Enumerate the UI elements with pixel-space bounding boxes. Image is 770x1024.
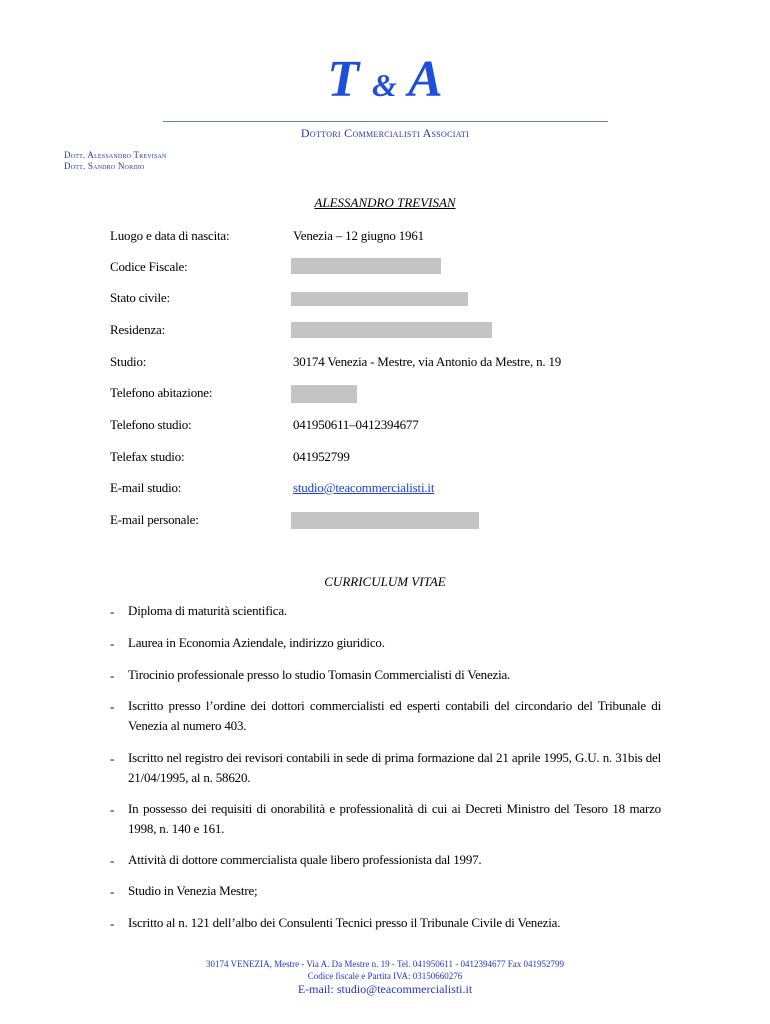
list-dash: - (110, 604, 115, 619)
cv-title: CURRICULUM VITAE (324, 574, 446, 589)
field-label: E-mail personale: (110, 512, 199, 527)
logo-letter-t: T (327, 51, 360, 108)
list-item: Diploma di maturità scientifica. (128, 603, 287, 618)
redacted-value (291, 512, 479, 529)
redacted-value (291, 322, 492, 338)
field-label: E-mail studio: (110, 480, 182, 495)
field-label: Telefax studio: (110, 449, 185, 464)
footer-email[interactable]: E-mail: studio@teacommercialisti.it (297, 982, 473, 996)
email-studio-link[interactable]: studio@teacommercialisti.it (293, 480, 435, 495)
footer-address: 30174 VENEZIA, Mestre - Via A. Da Mestre n. 19 - Tel. 041950611 - 0412394677 Fax 041952799 (206, 959, 564, 969)
partner-name: Dott. Alessandro Trevisan (64, 150, 167, 160)
field-label: Codice Fiscale: (110, 259, 188, 274)
list-dash: - (110, 802, 115, 817)
redacted-value (291, 385, 357, 403)
person-name: ALESSANDRO TREVISAN (314, 195, 456, 210)
redacted-value (291, 258, 441, 274)
list-item: Attività di dottore commercialista quale libero professionista dal 1997. (128, 852, 482, 867)
list-item: Laurea in Economia Aziendale, indirizzo giuridico. (128, 635, 385, 650)
field-value: 30174 Venezia - Mestre, via Antonio da Mestre, n. 19 (293, 354, 562, 369)
logo-ampersand: & (372, 67, 397, 103)
list-dash: - (110, 751, 115, 766)
field-value: 041950611–0412394677 (293, 417, 419, 432)
field-label: Studio: (110, 354, 147, 369)
field-label: Residenza: (110, 322, 166, 337)
list-item: Iscritto nel registro dei revisori contabili in sede di prima formazione dal 21 aprile 1995, G.U. n. 31bis del 21/04/1995, al n. 58620. (128, 750, 661, 785)
list-dash: - (110, 699, 115, 714)
field-label: Stato civile: (110, 290, 170, 305)
firm-name: Dottori Commercialisti Associati (300, 126, 470, 140)
list-item: Iscritto al n. 121 dell’albo dei Consulenti Tecnici presso il Tribunale Civile di Venezia. (128, 915, 561, 930)
list-dash: - (110, 636, 115, 651)
list-dash: - (110, 916, 115, 931)
field-value: Venezia – 12 giugno 1961 (293, 228, 424, 243)
field-label: Telefono studio: (110, 417, 192, 432)
redacted-value (291, 292, 468, 306)
partner-name: Dott. Sandro Nordio (64, 161, 145, 171)
logo-letter-a: A (408, 51, 443, 108)
list-dash: - (110, 853, 115, 868)
list-item: Tirocinio professionale presso lo studio Tomasin Commercialisti di Venezia. (128, 667, 511, 682)
header-divider (163, 121, 608, 122)
field-label: Luogo e data di nascita: (110, 228, 230, 243)
field-label: Telefono abitazione: (110, 385, 213, 400)
list-item: Studio in Venezia Mestre; (128, 883, 258, 898)
firm-logo (0, 50, 770, 115)
list-item: Iscritto presso l’ordine dei dottori commercialisti ed esperti contabili del circondario del Tribunale di Venezia al numero 403. (128, 698, 661, 733)
list-item: In possesso dei requisiti di onorabilità e professionalità di cui ai Decreti Ministro del Tesoro 18 marzo 1998, n. 140 e 161. (128, 801, 661, 836)
footer-tax-id: Codice fiscale e Partita IVA: 03150660276 (307, 971, 463, 981)
list-dash: - (110, 884, 115, 899)
list-dash: - (110, 668, 115, 683)
field-value: 041952799 (293, 449, 350, 464)
